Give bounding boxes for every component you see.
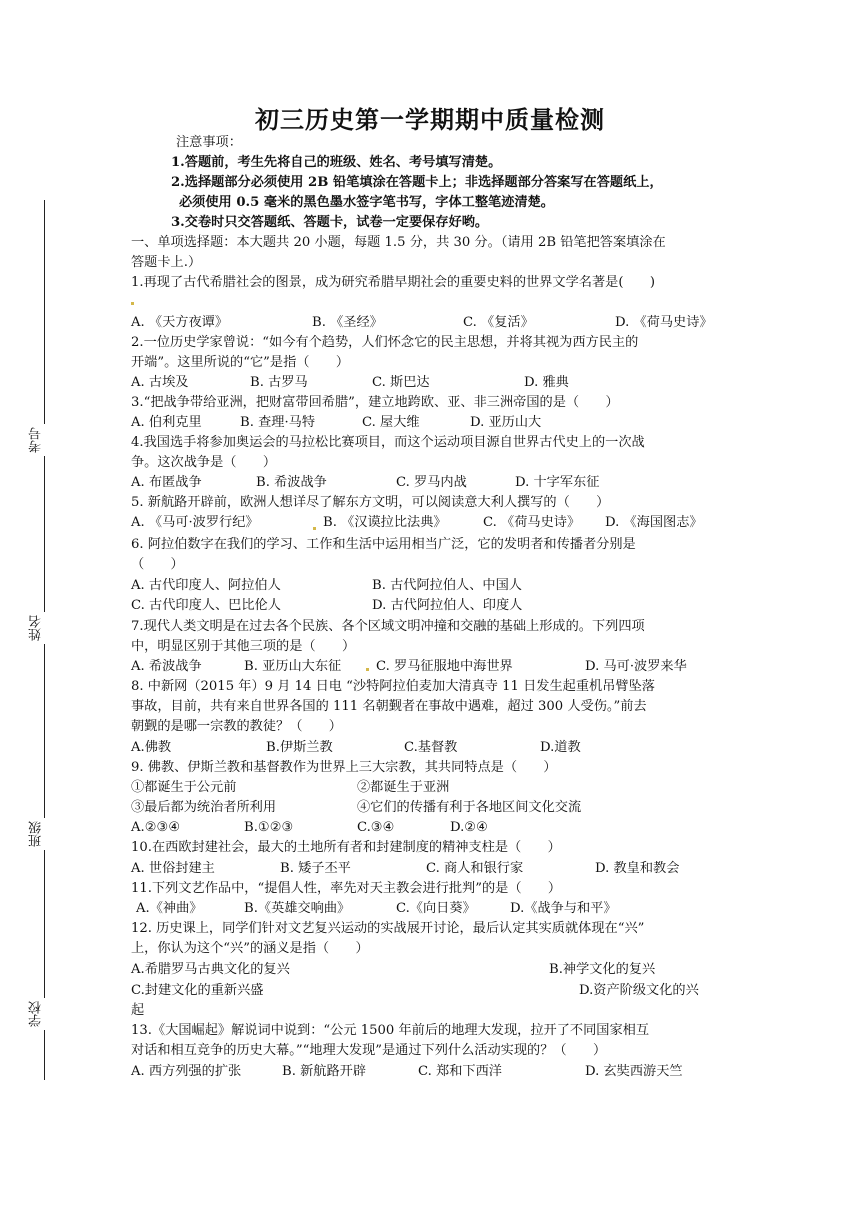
question-stem: 9. 佛教、伊斯兰教和基督教作为世界上三大宗教，其共同特点是（ ） [131,760,557,775]
question-stem-cont: 争。这次战争是（ ） [131,455,277,470]
option-b: B.①②③ [244,820,294,835]
statement-2: ②都诞生于亚洲 [357,780,450,795]
option-c: C. 罗马征服地中海世界 [376,659,513,674]
option-b: B.《英雄交响曲》 [244,901,351,916]
scan-speck [131,302,134,305]
question-stem: 6. 阿拉伯数字在我们的学习、工作和生活中运用相当广泛，它的发明者和传播者分别是 [131,537,636,552]
option-b: B. 希波战争 [256,475,327,490]
question-stem: 7.现代人类文明是在过去各个民族、各个区域文明冲撞和交融的基础上形成的。下列四项 [131,619,645,634]
question-stem: 11.下列文艺作品中，“提倡人性，率先对天主教会进行批判”的是（ ） [131,881,562,896]
option-a: A. 伯利克里 [131,415,202,430]
option-c: C.封建文化的重新兴盛 [131,983,264,998]
option-a: A. 希波战争 [131,659,202,674]
section-heading: 一、单项选择题：本大题共 20 小题，每题 1.5 分，共 30 分。（请用 2B 铅笔把答案填涂在 [131,235,666,250]
option-c: C.③④ [357,820,395,835]
side-label-exam-number: 考号 [30,424,58,456]
statement-4: ④它们的传播有利于各地区间文化交流 [357,800,582,815]
question-stem: 8. 中新网（2015 年）9 月 14 日电 “沙特阿拉伯麦加大清真寺 11 日发生起重机吊臂坠落 [131,679,655,694]
page-title: 初三历史第一学期期中质量检测 [255,106,605,134]
option-d: D. 《荷马史诗》 [615,315,713,330]
option-a: A.希腊罗马古典文化的复兴 [131,962,290,977]
option-d: D.道教 [540,740,581,755]
option-b: B. 古罗马 [250,375,308,390]
option-d: D. 亚历山大 [470,415,542,430]
question-stem: 10.在西欧封建社会，最大的土地所有者和封建制度的精神支柱是（ ） [131,840,561,855]
option-d: D. 古代阿拉伯人、印度人 [372,598,523,613]
option-d: D. 教皇和教会 [595,861,680,876]
question-stem-cont: 事故，目前，共有来自世界各国的 111 名朝觐者在事故中遇难，超过 300 人受伤。”前去 [131,699,647,714]
option-b: B. 《圣经》 [312,315,383,330]
question-stem: 1.再现了古代希腊社会的图景，成为研究希腊早期社会的重要史料的世界文学名著是( ) [131,275,655,290]
option-b: B. 亚历山大东征 [244,659,342,674]
scan-speck [313,527,316,530]
option-a: A. 西方列强的扩张 [131,1064,242,1079]
option-b: B.神学文化的复兴 [549,962,656,977]
option-c: C. 郑和下西洋 [418,1064,502,1079]
notice-heading: 注意事项： [176,135,242,150]
question-stem-cont: （ ） [131,557,184,572]
option-d: D. 十字军东征 [515,475,600,490]
option-a: A. 古埃及 [131,375,189,390]
question-stem: 12. 历史课上，同学们针对文艺复兴运动的实战展开讨论，最后认定其实质就体现在“兴” [131,921,645,936]
option-d: D.《战争与和平》 [510,901,617,916]
option-b: B. 查理·马特 [240,415,316,430]
option-b: B. 新航路开辟 [282,1064,367,1079]
notice-item-1: 1.答题前，考生先将自己的班级、姓名、考号填写清楚。 [171,155,502,170]
option-c: C. 商人和银行家 [426,861,524,876]
question-stem: 5. 新航路开辟前，欧洲人想详尽了解东方文明，可以阅读意大利人撰写的（ ） [131,495,610,510]
option-d: D. 《海国图志》 [605,515,703,530]
option-b: B. 古代阿拉伯人、中国人 [372,578,522,593]
option-d: D. 马可·波罗来华 [585,659,687,674]
option-d: D.②④ [450,820,488,835]
question-stem: 3.“把战争带给亚洲，把财富带回希腊”，建立地跨欧、亚、非三洲帝国的是（ ） [131,395,619,410]
option-b: B.伊斯兰教 [266,740,333,755]
question-stem-cont: 开端”。这里所说的“它”是指（ ） [131,355,350,370]
option-c: C. 《荷马史诗》 [483,515,581,530]
option-c: C.《向日葵》 [396,901,476,916]
option-c: C. 屋大维 [362,415,420,430]
question-stem: 13.《大国崛起》解说词中说到：“公元 1500 年前后的地理大发现，拉开了不同国家相互 [131,1023,650,1038]
statement-3: ③最后都为统治者所利用 [131,800,277,815]
option-c: C. 古代印度人、巴比伦人 [131,598,281,613]
option-a: A.②③④ [131,820,181,835]
question-stem-cont: 朝觐的是哪一宗教的教徒？（ ） [131,719,342,734]
side-label-class: 班级 [30,818,58,850]
option-a: A. 《马可·波罗行纪》 [131,515,259,530]
scan-speck [366,668,369,671]
side-label-school: 学校 [30,998,58,1030]
option-a: A.《神曲》 [136,901,203,916]
option-a: A. 古代印度人、阿拉伯人 [131,578,281,593]
section-heading-cont: 答题卡上.） [131,255,202,270]
statement-1: ①都诞生于公元前 [131,780,237,795]
option-d-wrap: 起 [131,1003,145,1018]
question-stem-cont: 中，明显区别于其他三项的是（ ） [131,639,356,654]
option-d: D. 玄奘西游天竺 [585,1064,683,1079]
question-stem: 2.一位历史学家曾说：“如今有个趋势，人们怀念它的民主思想，并将其视为西方民主的 [131,335,639,350]
notice-item-2-cont: 必须使用 0.5 毫米的黑色墨水签字笔书写，字体工整笔迹清楚。 [179,195,554,210]
option-c: C. 斯巴达 [372,375,430,390]
option-a: A. 《天方夜谭》 [131,315,229,330]
notice-item-2: 2.选择题部分必须使用 2B 铅笔填涂在答题卡上；非选择题部分答案写在答题纸上， [171,175,663,190]
side-label-name: 姓名 [30,612,58,644]
option-a: A.佛教 [131,740,172,755]
option-b: B. 矮子丕平 [280,861,351,876]
option-d: D. 雅典 [524,375,569,390]
option-c: C.基督教 [404,740,458,755]
option-c: C. 罗马内战 [396,475,467,490]
option-c: C. 《复活》 [463,315,534,330]
option-d: D.资产阶级文化的兴 [579,983,699,998]
option-a: A. 世俗封建主 [131,861,215,876]
notice-item-3: 3.交卷时只交答题纸、答题卡，试卷一定要保存好哟。 [171,215,489,230]
question-stem-cont: 对话和相互竞争的历史大幕。”“地理大发现”是通过下列什么活动实现的？（ ） [131,1043,607,1058]
question-stem: 4.我国选手将参加奥运会的马拉松比赛项目，而这个运动项目源自世界古代史上的一次战 [131,435,645,450]
option-b: B. 《汉谟拉比法典》 [323,515,447,530]
option-a: A. 布匿战争 [131,475,202,490]
question-stem-cont: 上，你认为这个“兴”的涵义是指（ ） [131,941,369,956]
